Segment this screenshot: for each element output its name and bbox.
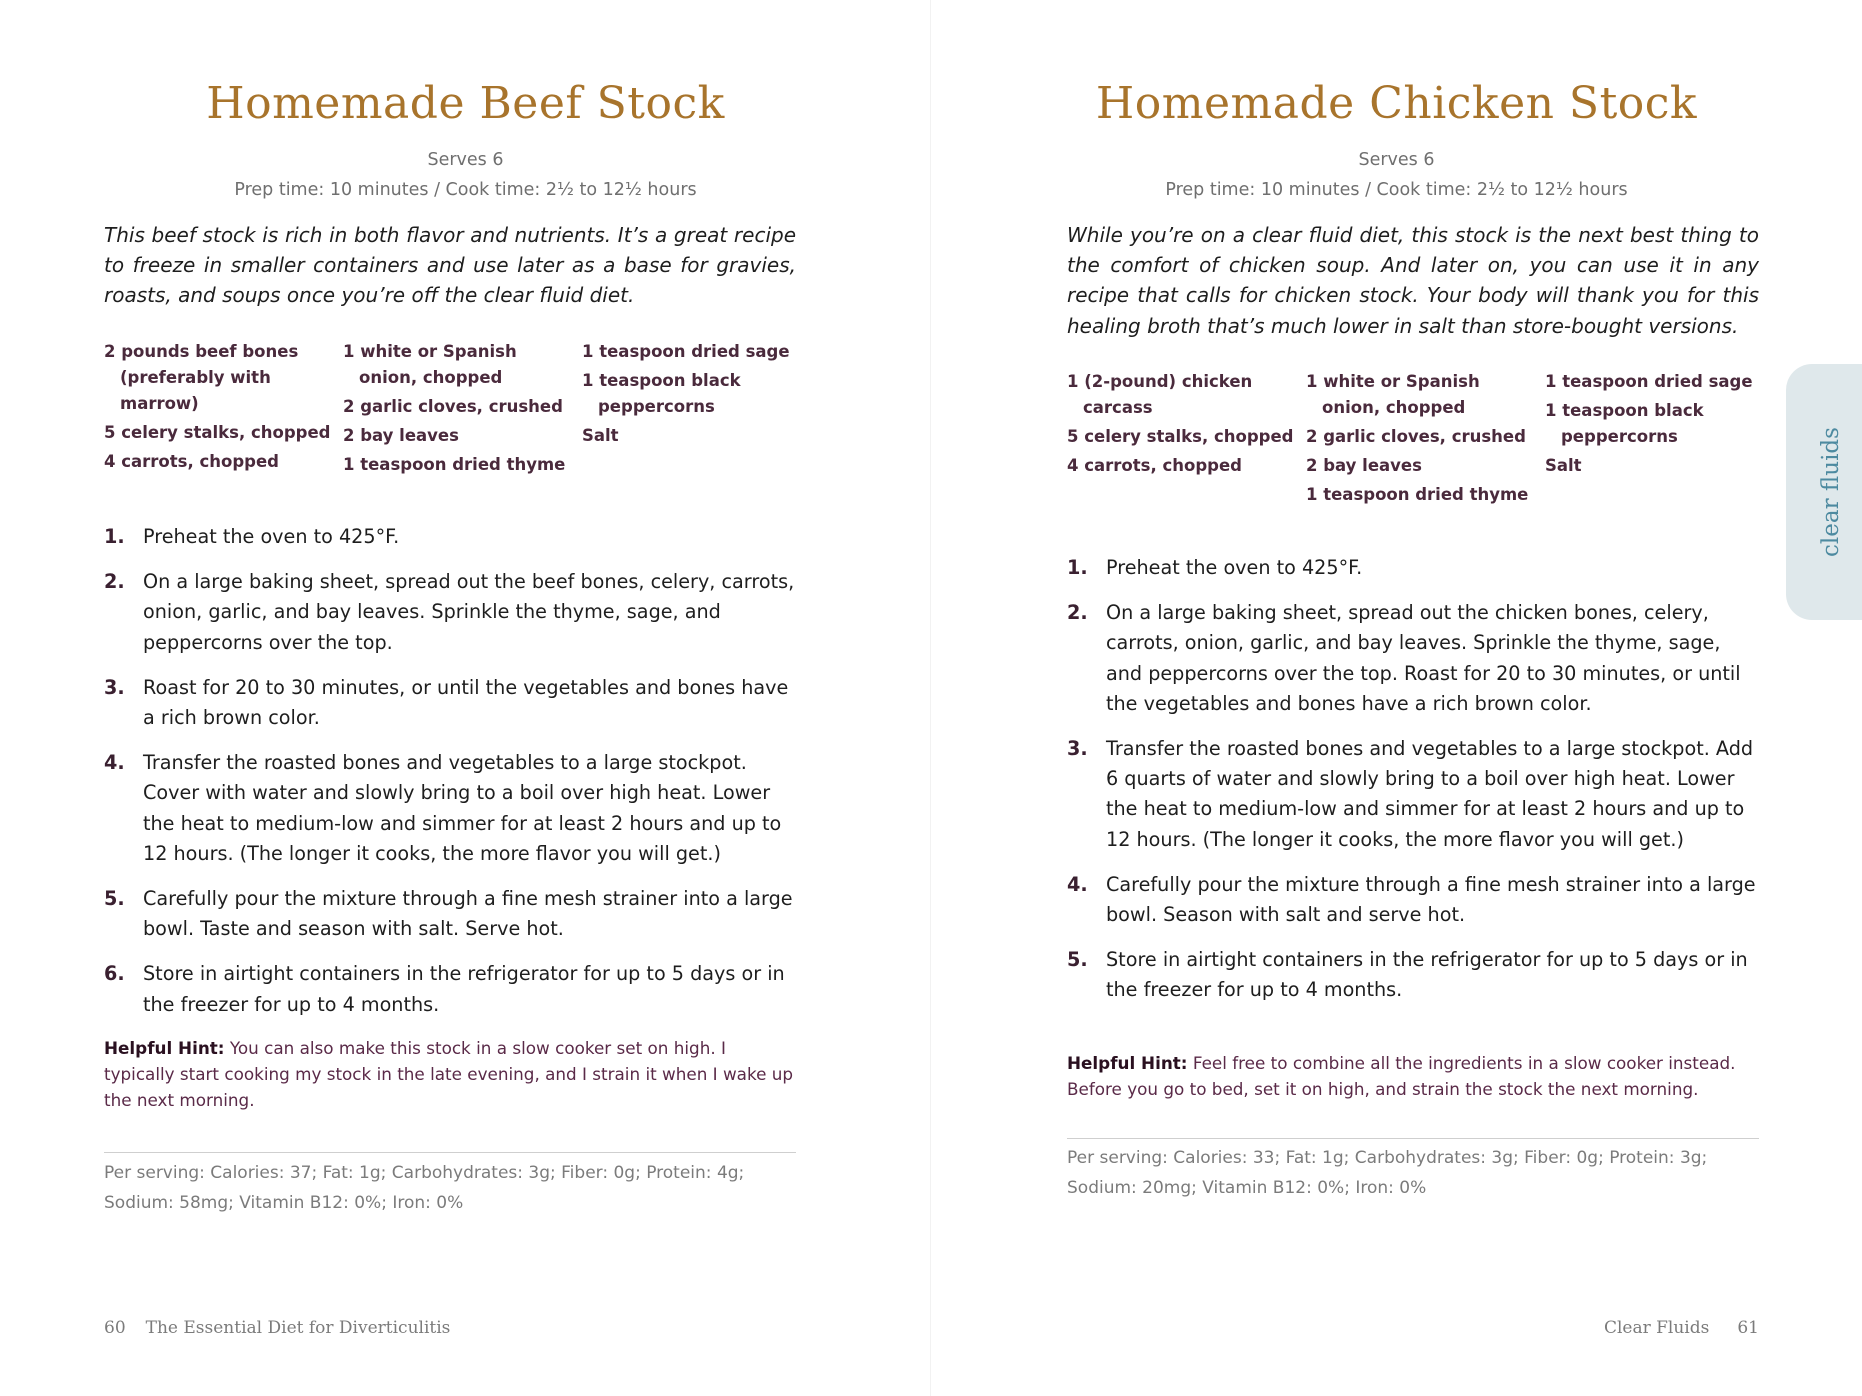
ingredients-column-3: [582, 339, 814, 452]
ingredient-item: 1 teaspoon dried thyme: [343, 455, 566, 474]
page-number: 60: [104, 1318, 126, 1338]
recipe-meta: [0, 145, 931, 205]
page-footer: [1604, 1318, 1759, 1338]
instruction-list: [104, 522, 796, 1035]
ingredient-item: 1 teaspoon black peppercorns: [582, 371, 741, 416]
step-number: 2.: [1067, 601, 1088, 625]
ingredient-item: 2 pounds beef bones (preferably with marrow): [104, 342, 299, 413]
ingredient-item: 5 celery stalks, chopped: [1067, 427, 1294, 446]
step-number: 1.: [1067, 556, 1088, 579]
instruction-step: [1067, 870, 1759, 930]
time-text: Prep time: 10 minutes / Cook time: 2½ to 12½ hours: [234, 180, 697, 200]
ingredient-item: Salt: [582, 426, 619, 445]
ingredient-item: 1 teaspoon dried sage: [1545, 372, 1753, 391]
instruction-step: [104, 959, 796, 1019]
serves-text: Serves 6: [427, 150, 504, 170]
ingredient-item: 4 carrots, chopped: [104, 452, 279, 471]
instruction-step: [104, 673, 796, 733]
instruction-step: [1067, 945, 1759, 1005]
step-number: 5.: [1067, 948, 1088, 972]
time-text: Prep time: 10 minutes / Cook time: 2½ to 12½ hours: [1165, 180, 1628, 200]
helpful-hint: [104, 1035, 796, 1113]
ingredient-item: 2 garlic cloves, crushed: [343, 397, 563, 416]
step-text: Preheat the oven to 425°F.: [143, 525, 400, 548]
ingredient-item: 2 bay leaves: [343, 426, 459, 445]
ingredient-item: Salt: [1545, 456, 1582, 475]
helpful-hint: [1067, 1050, 1759, 1102]
step-number: 3.: [104, 675, 125, 699]
step-number: 4.: [104, 751, 125, 775]
instruction-step: [104, 567, 796, 658]
ingredient-item: 5 celery stalks, chopped: [104, 423, 331, 442]
ingredients-column-2: [1306, 369, 1538, 511]
ingredient-item: 1 teaspoon dried sage: [582, 342, 790, 361]
ingredient-item: 4 carrots, chopped: [1067, 456, 1242, 475]
ingredient-item: 2 garlic cloves, crushed: [1306, 427, 1526, 446]
recipe-intro: This beef stock is rich in both flavor and nutrients. It’s a great recipe to freeze in smaller containers and use later as a base for gravies, roasts, and soups once you’re off the clear fluid diet.: [104, 223, 796, 308]
chapter-tab-label: clear fluids: [1818, 427, 1844, 557]
ingredients-column-1: [104, 339, 336, 478]
step-text: Transfer the roasted bones and vegetables to a large stockpot. Cover with water and slowly bring to a boil over high heat. Lower the heat to medium-low and simmer for at least 2 hours and up to 12 hours. (The longer it cooks, the more flavor you will get.): [143, 751, 782, 865]
instruction-step: [104, 748, 796, 869]
instruction-step: [1067, 734, 1759, 855]
instruction-list: [1067, 553, 1759, 1021]
step-text: Store in airtight containers in the refrigerator for up to 5 days or in the freezer for up to 4 months.: [143, 962, 785, 1016]
step-text: Store in airtight containers in the refrigerator for up to 5 days or in the freezer for up to 4 months.: [1106, 948, 1748, 1002]
hint-label: Helpful Hint:: [104, 1038, 225, 1058]
step-number: 2.: [104, 570, 125, 594]
ingredient-item: 1 white or Spanish onion, chopped: [1306, 372, 1480, 417]
step-text: Transfer the roasted bones and vegetables to a large stockpot. Add 6 quarts of water and slowly bring to a boil over high heat. Lower the heat to medium-low and simmer for at least 2 hours and up to 12 hours. (The longer it cooks, the more flavor you will get.): [1106, 737, 1754, 851]
nutrition-info: Per serving: Calories: 37; Fat: 1g; Carbohydrates: 3g; Fiber: 0g; Protein: 4g; Sodium: 58mg; Vitamin B12: 0%; Iron: 0%: [104, 1163, 745, 1214]
step-text: Carefully pour the mixture through a fine mesh strainer into a large bowl. Season with salt and serve hot.: [1106, 872, 1756, 927]
ingredients-column-1: [1067, 369, 1299, 482]
ingredient-item: 1 white or Spanish onion, chopped: [343, 342, 517, 387]
instruction-step: [104, 884, 796, 944]
serves-text: Serves 6: [1358, 150, 1435, 170]
step-text: On a large baking sheet, spread out the chicken bones, celery, carrots, onion, garlic, and bay leaves. Sprinkle the thyme, sage, and peppercorns over the top. Roast for 20 to 30 minutes, or until the vegetables and bones have a rich brown color.: [1106, 601, 1741, 715]
ingredients-column-2: [343, 339, 575, 481]
chapter-title: Clear Fluids: [1603, 1318, 1710, 1338]
step-number: 6.: [104, 962, 125, 986]
ingredient-item: 1 teaspoon dried thyme: [1306, 485, 1529, 504]
page-footer: [104, 1318, 450, 1338]
nutrition-info: Per serving: Calories: 33; Fat: 1g; Carbohydrates: 3g; Fiber: 0g; Protein: 3g; Sodium: 20mg; Vitamin B12: 0%; Iron: 0%: [1067, 1148, 1708, 1199]
step-number: 3.: [1067, 737, 1088, 761]
ingredient-item: 2 bay leaves: [1306, 456, 1422, 475]
hint-text: You can also make this stock in a slow cooker set on high. I typically start cooking my stock in the late evening, and I strain it when I wake up the next morning.: [104, 1038, 794, 1110]
book-title: The Essential Diet for Diverticulitis: [145, 1318, 451, 1338]
page-number: 61: [1737, 1318, 1759, 1338]
hint-text: Feel free to combine all the ingredients in a slow cooker instead. Before you go to bed, set it on high, and strain the stock the next morning.: [1067, 1053, 1736, 1099]
step-number: 1.: [104, 525, 125, 548]
step-text: On a large baking sheet, spread out the beef bones, celery, carrots, onion, garlic, and bay leaves. Sprinkle the thyme, sage, and peppercorns over the top.: [143, 570, 795, 654]
ingredient-item: 1 (2-pound) chicken carcass: [1067, 372, 1253, 417]
instruction-step: [1067, 598, 1759, 719]
instruction-step: [1067, 553, 1759, 583]
step-text: Carefully pour the mixture through a fine mesh strainer into a large bowl. Taste and season with salt. Serve hot.: [143, 887, 793, 941]
right-page: [931, 0, 1862, 1396]
step-number: 5.: [104, 887, 125, 911]
recipe-title: Homemade Chicken Stock: [1095, 78, 1698, 129]
divider: [104, 1152, 796, 1153]
chapter-tab[interactable]: [1786, 364, 1862, 620]
divider: [1067, 1138, 1759, 1139]
ingredient-item: 1 teaspoon black peppercorns: [1545, 401, 1704, 446]
recipe-title: Homemade Beef Stock: [206, 78, 725, 129]
ingredients-column-3: [1545, 369, 1777, 482]
instruction-step: [104, 522, 796, 552]
hint-label: Helpful Hint:: [1067, 1053, 1188, 1073]
step-text: Preheat the oven to 425°F.: [1106, 556, 1363, 579]
recipe-meta: [931, 145, 1862, 205]
recipe-intro: While you’re on a clear fluid diet, this stock is the next best thing to the comfort of chicken soup. And later on, you can use it in any recipe that calls for chicken stock. Your body will thank you for this healing broth that’s much lower in salt than store-bought versions.: [1067, 223, 1759, 338]
step-text: Roast for 20 to 30 minutes, or until the vegetables and bones have a rich brown color.: [143, 675, 789, 730]
step-number: 4.: [1067, 872, 1088, 896]
